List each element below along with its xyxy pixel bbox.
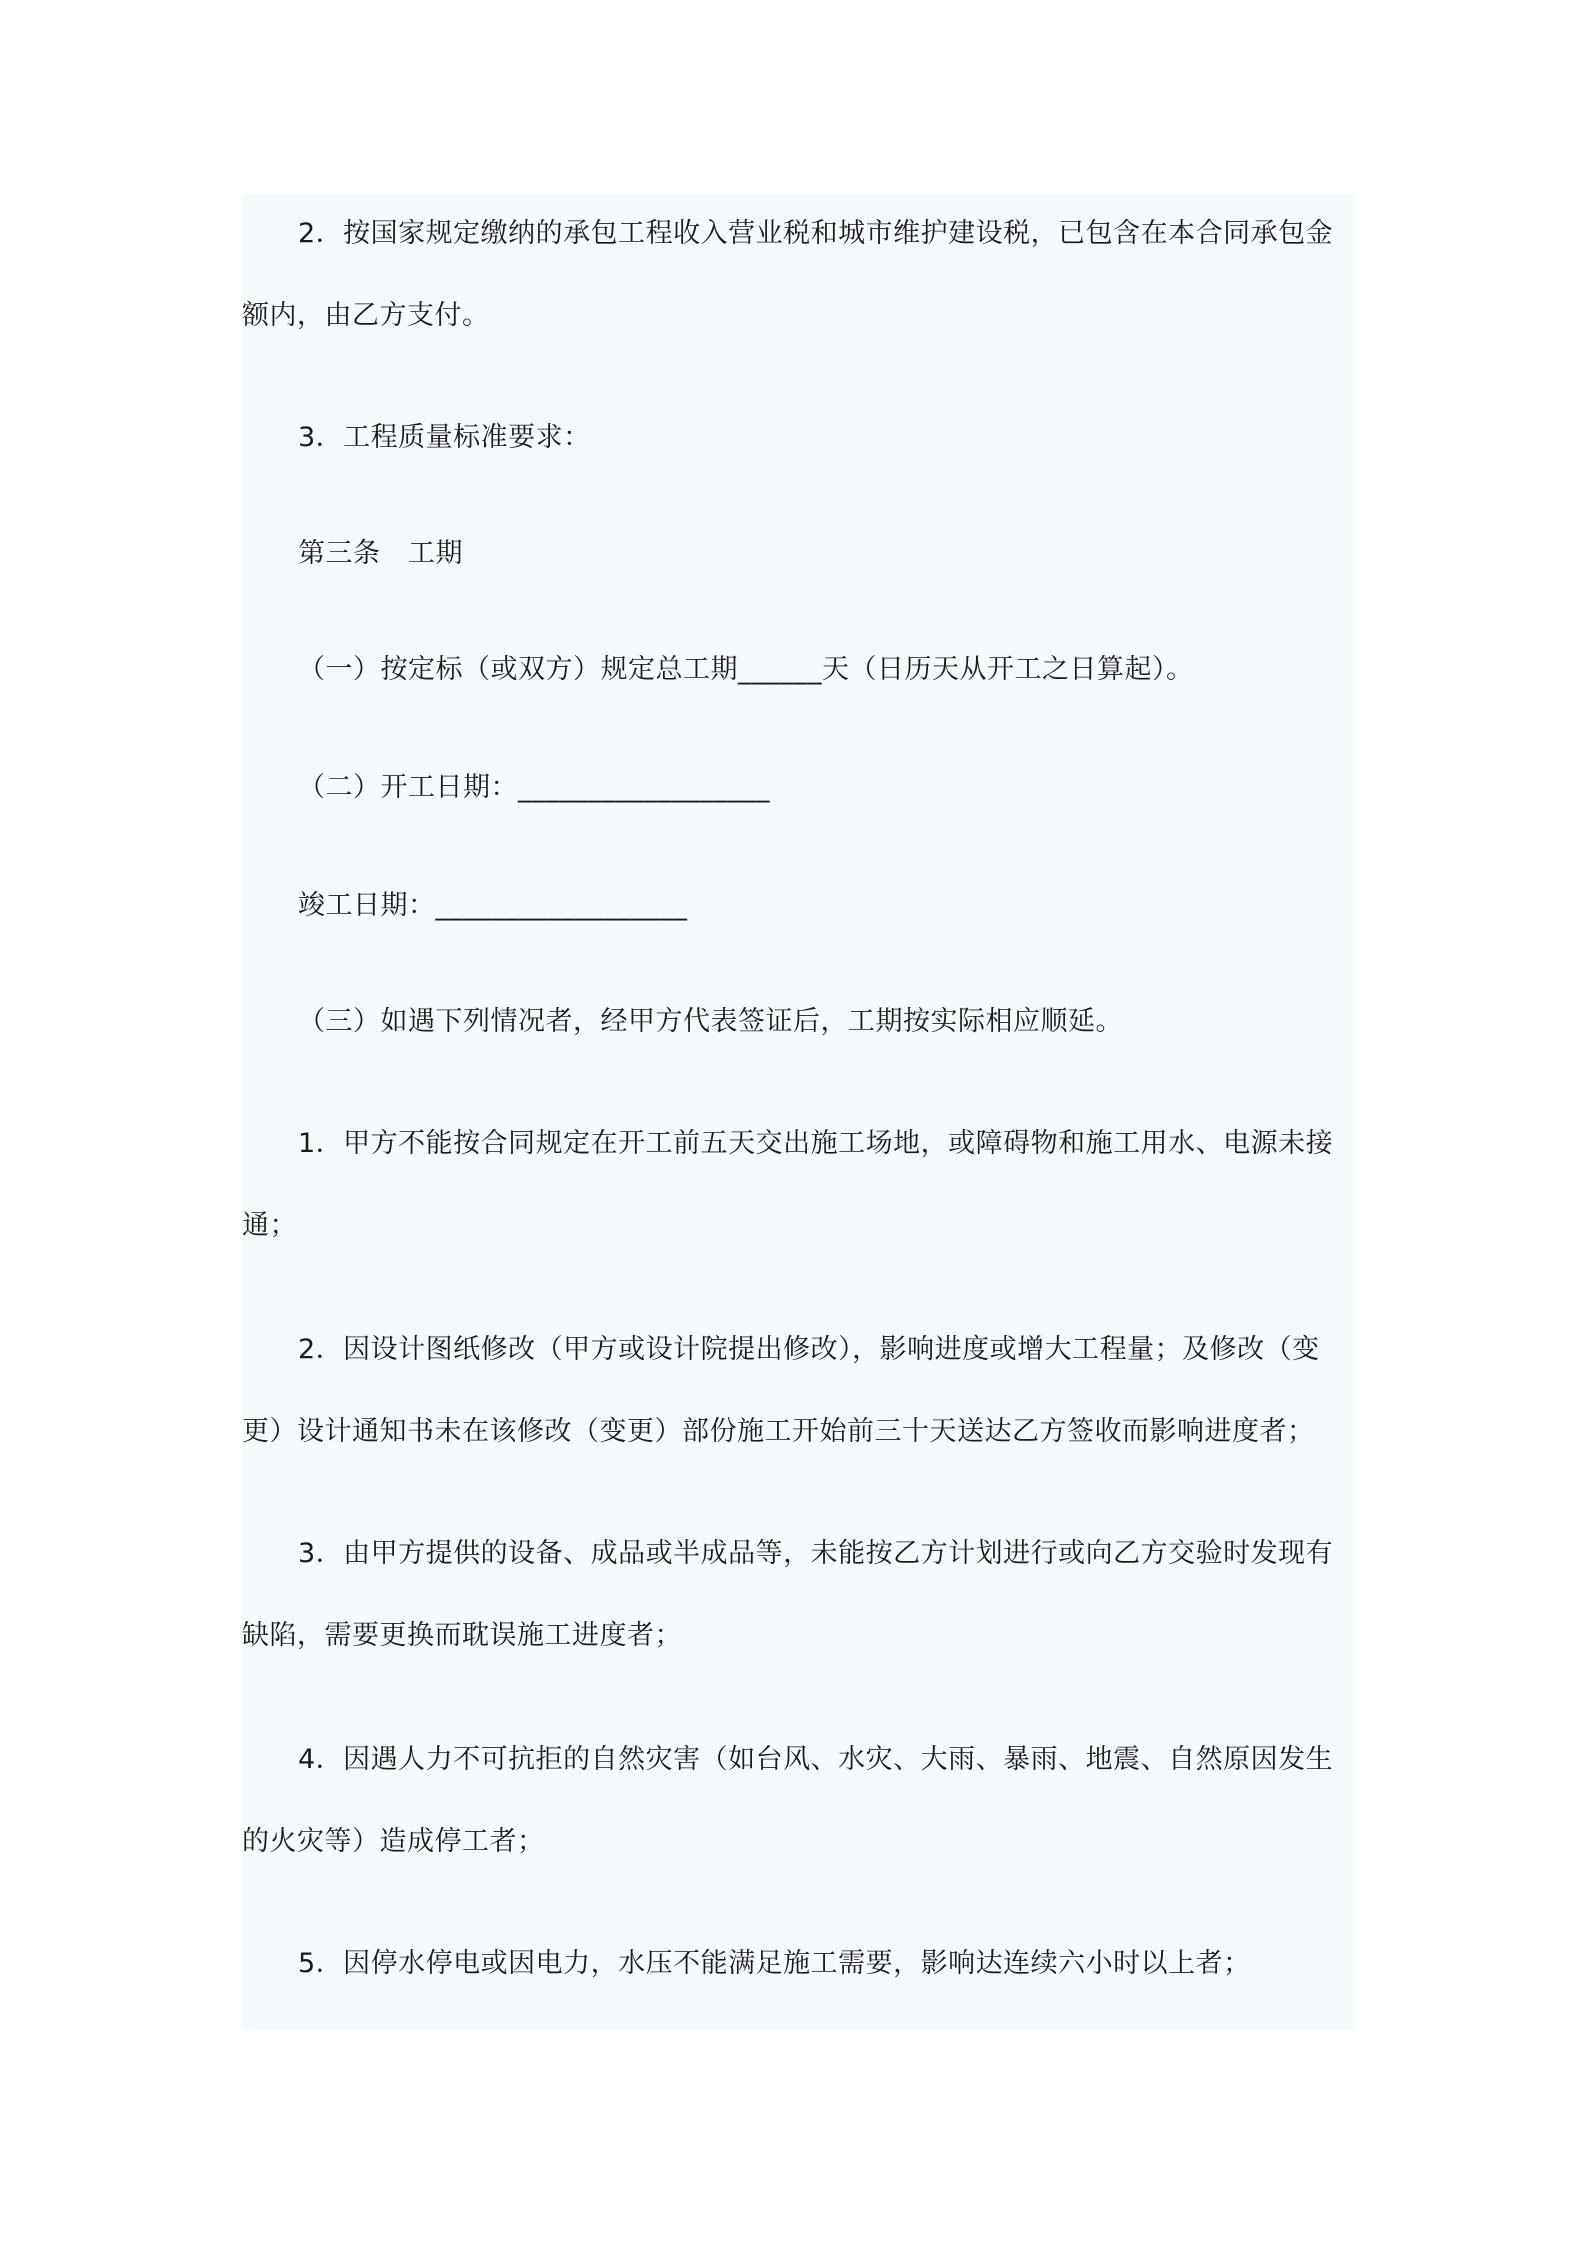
document-body bbox=[242, 194, 1354, 2030]
case-5-line-1: 5．因停水停电或因电力，水压不能满足施工需要，影响达连续六小时以上者； bbox=[298, 1948, 1251, 1979]
article-3-heading: 第三条 工期 bbox=[298, 538, 463, 569]
case-2-line-2: 更）设计通知书未在该修改（变更）部份施工开始前三十天送达乙方签收而影响进度者； bbox=[242, 1416, 1315, 1447]
case-1-line-2: 通； bbox=[242, 1210, 297, 1241]
case-3-line-2: 缺陷，需要更换而耽误施工进度者； bbox=[242, 1620, 682, 1651]
item-2-start-date: （二）开工日期：__________________ bbox=[298, 772, 770, 803]
completion-date: 竣工日期：__________________ bbox=[298, 890, 688, 921]
case-4-line-1: 4．因遇人力不可抗拒的自然灾害（如台风、水灾、大雨、暴雨、地震、自然原因发生 bbox=[298, 1744, 1334, 1775]
case-2-line-1: 2．因设计图纸修改（甲方或设计院提出修改），影响进度或增大工程量；及修改（变 bbox=[298, 1334, 1320, 1365]
clause-3-quality: 3．工程质量标准要求： bbox=[298, 422, 591, 453]
item-3-extension: （三）如遇下列情况者，经甲方代表签证后，工期按实际相应顺延。 bbox=[298, 1006, 1123, 1037]
item-1-total-period: （一）按定标（或双方）规定总工期______天（日历天从开工之日算起）。 bbox=[298, 654, 1194, 685]
case-3-line-1: 3．由甲方提供的设备、成品或半成品等，未能按乙方计划进行或向乙方交验时发现有 bbox=[298, 1538, 1334, 1569]
case-4-line-2: 的火灾等）造成停工者； bbox=[242, 1826, 545, 1857]
clause-2-tax-line-2: 额内，由乙方支付。 bbox=[242, 300, 490, 331]
case-1-line-1: 1．甲方不能按合同规定在开工前五天交出施工场地，或障碍物和施工用水、电源未接 bbox=[298, 1128, 1334, 1159]
clause-2-tax-line-1: 2．按国家规定缴纳的承包工程收入营业税和城市维护建设税，已包含在本合同承包金 bbox=[298, 218, 1334, 249]
